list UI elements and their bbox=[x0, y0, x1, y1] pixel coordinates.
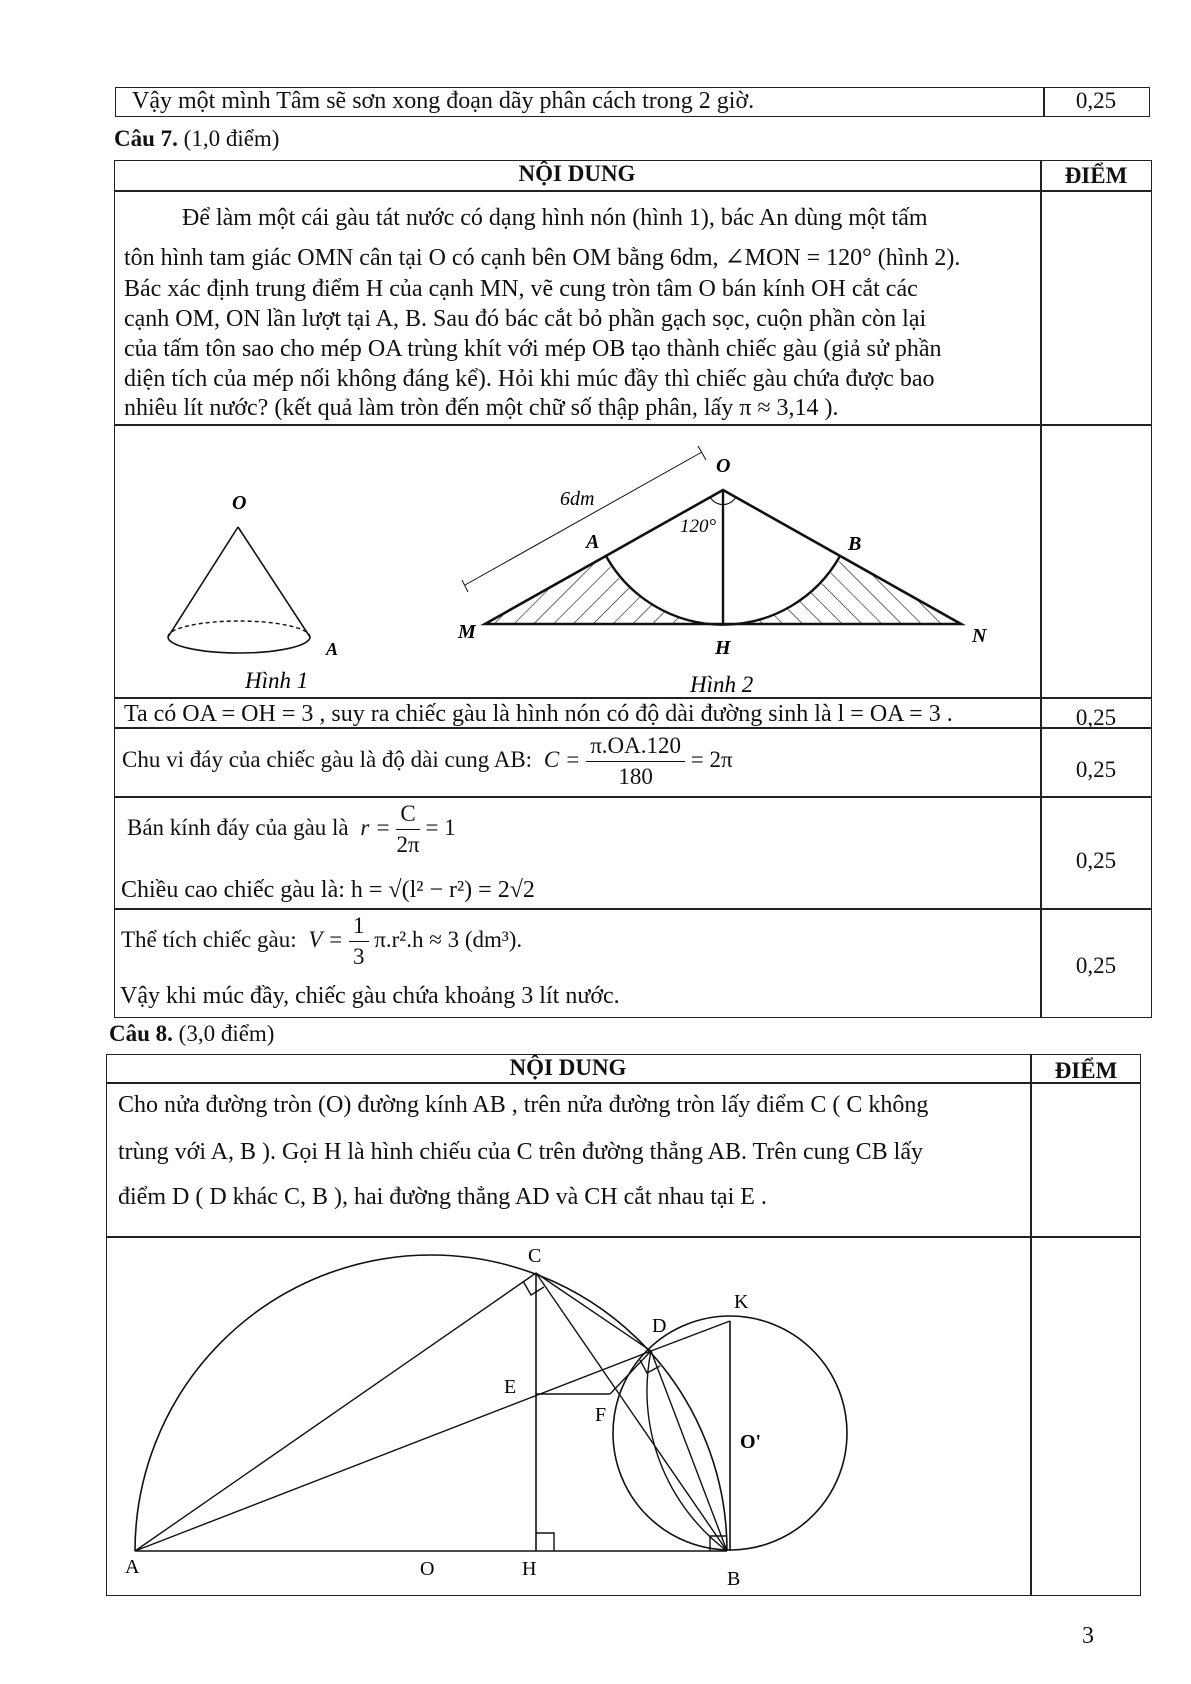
q7-step-2-score: 0,25 bbox=[1075, 757, 1117, 782]
q8-label-a: A bbox=[125, 1556, 140, 1578]
q8-col-content: NỘI DUNG bbox=[509, 1055, 627, 1080]
q8-label-h: H bbox=[522, 1558, 537, 1580]
fig2-label-n: N bbox=[972, 625, 987, 647]
q7-step-2: Chu vi đáy của chiếc gàu là độ dài cung AB: C = $\frac{\pi.OA.120}{180}$ = 2π bbox=[122, 733, 733, 789]
q7-problem-line: Bác xác định trung điểm H của cạnh MN, vẽ cung tròn tâm O bán kính OH cắt các bbox=[124, 276, 918, 302]
fig2-label-m: M bbox=[458, 621, 476, 643]
q7-step-4-line-1: Thể tích chiếc gàu: V = $\frac{1}{3}$ π.r².h ≈ 3 (dm³). bbox=[121, 913, 523, 969]
q8-problem-line: Cho nửa đường tròn (O) đường kính AB , trên nửa đường tròn lấy điểm C ( C không bbox=[118, 1092, 929, 1118]
fig2-caption: Hình 2 bbox=[690, 672, 754, 697]
fig2-label-h: H bbox=[715, 637, 731, 659]
q8-label-c: C bbox=[528, 1245, 542, 1267]
q8-problem-line: trùng với A, B ). Gọi H là hình chiếu của C trên đường thẳng AB. Trên cung CB lấy bbox=[118, 1139, 923, 1165]
q7-step-1: Ta có OA = OH = 3 , suy ra chiếc gàu là hình nón có độ dài đường sinh là l = OA = 3 . bbox=[124, 701, 953, 727]
q8-label-o2: O' bbox=[740, 1431, 762, 1453]
fig2-label-b: B bbox=[848, 533, 862, 555]
q7-col-content: NỘI DUNG bbox=[518, 161, 636, 186]
q8-label-d: D bbox=[652, 1315, 667, 1337]
prev-answer-text: Vậy một mình Tâm sẽ sơn xong đoạn dãy phân cách trong 2 giờ. bbox=[132, 88, 755, 114]
q8-label-b: B bbox=[727, 1568, 741, 1590]
q8-label-o: O bbox=[420, 1558, 435, 1580]
fig2-label-6dm: 6dm bbox=[560, 488, 595, 510]
q8-col-score: ĐIỂM bbox=[1054, 1058, 1118, 1083]
q7-problem-line: tôn hình tam giác OMN cân tại O có cạnh bên OM bằng 6dm, ∠MON = 120° (hình 2). bbox=[124, 245, 961, 271]
q8-label-k: K bbox=[734, 1291, 749, 1313]
q8-figure bbox=[110, 1238, 1030, 1594]
q7-col-score: ĐIỂM bbox=[1064, 163, 1128, 188]
q7-step-3-line-1: Bán kính đáy của gàu là r = $\frac{C}{2\pi}$ = 1 bbox=[127, 801, 456, 857]
q7-problem-line: nhiêu lít nước? (kết quả làm tròn đến một chữ số thập phân, lấy π ≈ 3,14 ). bbox=[124, 395, 839, 421]
q7-figure-2-triangle bbox=[440, 440, 1000, 698]
q7-step-1-score: 0,25 bbox=[1075, 705, 1117, 730]
q7-figure-1-cone bbox=[150, 485, 370, 695]
q7-problem-line: Để làm một cái gàu tát nước có dạng hình nón (hình 1), bác An dùng một tấm bbox=[182, 205, 928, 231]
fig2-label-angle: 120° bbox=[680, 516, 717, 537]
q7-step-4-line-2: Vậy khi múc đầy, chiếc gàu chứa khoảng 3 lít nước. bbox=[120, 983, 620, 1009]
fig1-label-o: O bbox=[232, 492, 247, 514]
fig1-caption: Hình 1 bbox=[245, 668, 309, 693]
q8-label-f: F bbox=[595, 1404, 607, 1426]
q7-step-4-score: 0,25 bbox=[1075, 953, 1117, 978]
q7-problem-line: diện tích của mép nối không đáng kể). Hỏi khi múc đầy thì chiếc gàu chứa được bao bbox=[124, 366, 935, 392]
q8-heading: Câu 8. (3,0 điểm) bbox=[109, 1021, 275, 1046]
q8-problem-line: điểm D ( D khác C, B ), hai đường thẳng AD và CH cắt nhau tại E . bbox=[118, 1184, 767, 1210]
page-number: 3 bbox=[1082, 1623, 1094, 1649]
q7-step-3-line-2: Chiều cao chiếc gàu là: h = √(l² − r²) = 2√2 bbox=[121, 877, 535, 903]
q7-problem-line: của tấm tôn sao cho mép OA trùng khít với mép OB tạo thành chiếc gàu (giả sử phần bbox=[124, 336, 942, 362]
q7-problem-line: cạnh OM, ON lần lượt tại A, B. Sau đó bác cắt bỏ phần gạch sọc, cuộn phần còn lại bbox=[124, 306, 927, 332]
fig2-label-a: A bbox=[586, 531, 600, 553]
q7-heading: Câu 7. (1,0 điểm) bbox=[114, 126, 280, 151]
fig2-label-o: O bbox=[716, 455, 731, 477]
q8-label-e: E bbox=[504, 1376, 517, 1398]
q7-step-3-score: 0,25 bbox=[1075, 848, 1117, 873]
prev-answer-score: 0,25 bbox=[1075, 88, 1117, 113]
fig1-label-a: A bbox=[326, 639, 339, 659]
